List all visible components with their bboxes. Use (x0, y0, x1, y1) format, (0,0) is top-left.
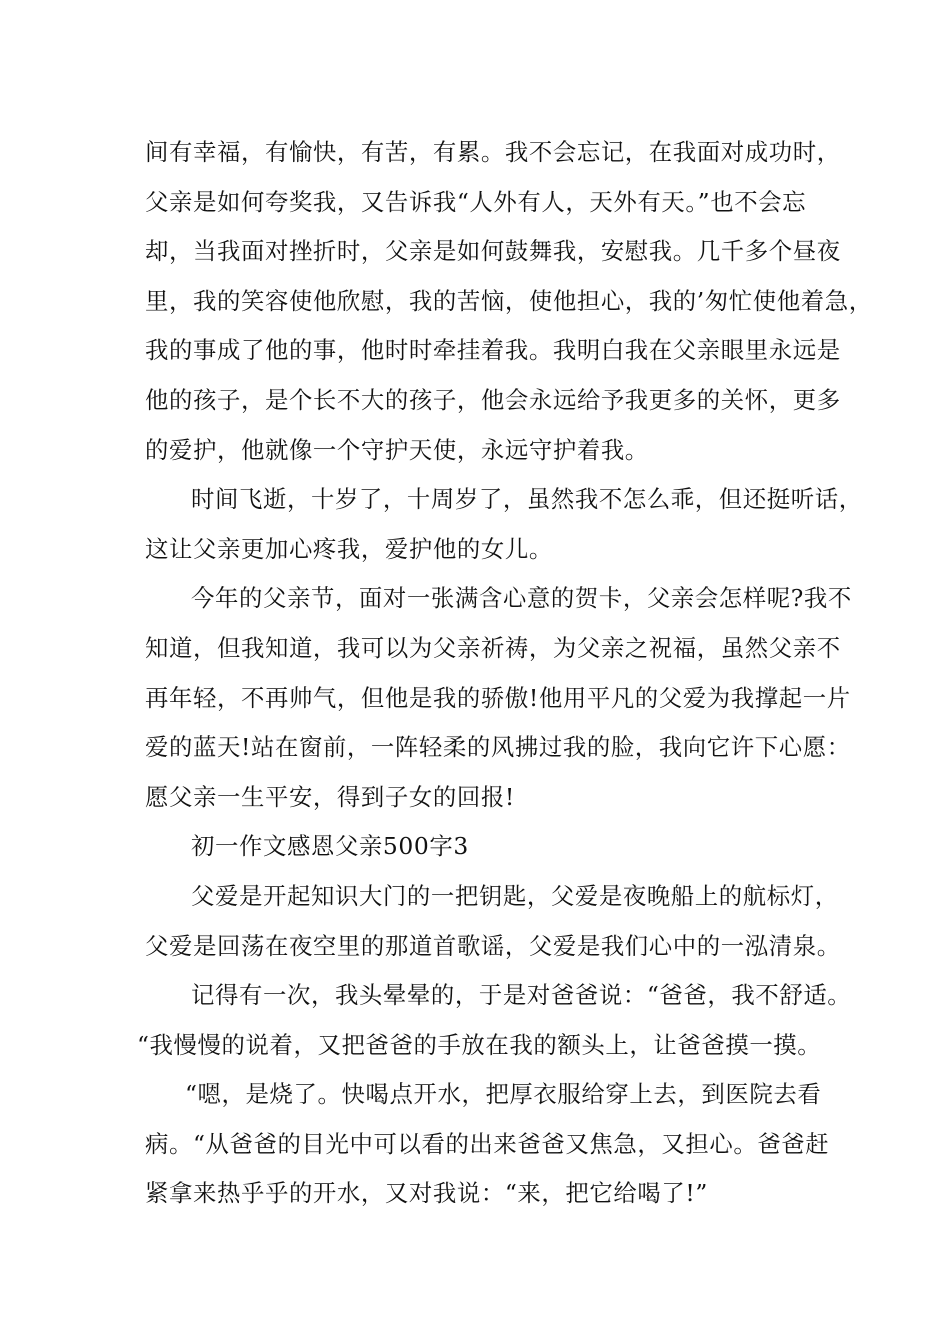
text-line-20: “嗯，是烧了。快喝点开水，把厚衣服给穿上去，到医院去看 (185, 1080, 822, 1109)
text-line-12: 再年轻，不再帅气，但他是我的骄傲!他用平凡的父爱为我撑起一片 (145, 683, 851, 712)
section-heading: 初一作文感恩父亲500字3 (191, 832, 469, 861)
text-line-13: 爱的蓝天!站在窗前，一阵轻柔的风拂过我的脸，我向它许下心愿： (145, 733, 851, 762)
text-line-22: 紧拿来热乎乎的开水，又对我说：“来，把它给喝了!” (145, 1179, 708, 1208)
text-line-4: 里，我的笑容使他欣慰，我的苦恼，使他担心，我的’匆忙使他着急， (145, 286, 873, 315)
article-body (137, 128, 873, 1219)
text-line-21: 病。“从爸爸的目光中可以看的出来爸爸又焦急，又担心。爸爸赶 (145, 1129, 830, 1158)
text-line-16: 父爱是开起知识大门的一把钥匙，父爱是夜晚船上的航标灯， (191, 881, 839, 910)
text-line-3: 却，当我面对挫折时，父亲是如何鼓舞我，安慰我。几千多个昼夜 (145, 237, 841, 266)
text-line-6: 他的孩子，是个长不大的孩子，他会永远给予我更多的关怀，更多 (145, 385, 841, 414)
text-line-18: 记得有一次，我头晕晕的，于是对爸爸说：“爸爸，我不舒适。 (191, 981, 852, 1010)
text-line-9: 这让父亲更加心疼我，爱护他的女儿。 (145, 534, 553, 563)
text-line-10: 今年的父亲节，面对一张满含心意的贺卡，父亲会怎样呢?我不 (191, 584, 852, 613)
text-line-17: 父爱是回荡在夜空里的那道首歌谣，父爱是我们心中的一泓清泉。 (145, 931, 841, 960)
text-line-2: 父亲是如何夸奖我，又告诉我“人外有人，天外有天。”也不会忘 (145, 187, 807, 216)
text-line-11: 知道，但我知道，我可以为父亲祈祷，为父亲之祝福，虽然父亲不 (145, 633, 841, 662)
text-line-5: 我的事成了他的事，他时时牵挂着我。我明白我在父亲眼里永远是 (145, 336, 841, 365)
text-line-19: “我慢慢的说着，又把爸爸的手放在我的额头上，让爸爸摸一摸。 (137, 1030, 822, 1059)
text-line-8: 时间飞逝，十岁了，十周岁了，虽然我不怎么乖，但还挺听话， (191, 485, 863, 514)
text-line-14: 愿父亲一生平安，得到子女的回报! (145, 782, 515, 811)
text-line-1: 间有幸福，有愉快，有苦，有累。我不会忘记，在我面对成功时， (145, 138, 841, 166)
text-line-7: 的爱护，他就像一个守护天使，永远守护着我。 (145, 435, 649, 464)
